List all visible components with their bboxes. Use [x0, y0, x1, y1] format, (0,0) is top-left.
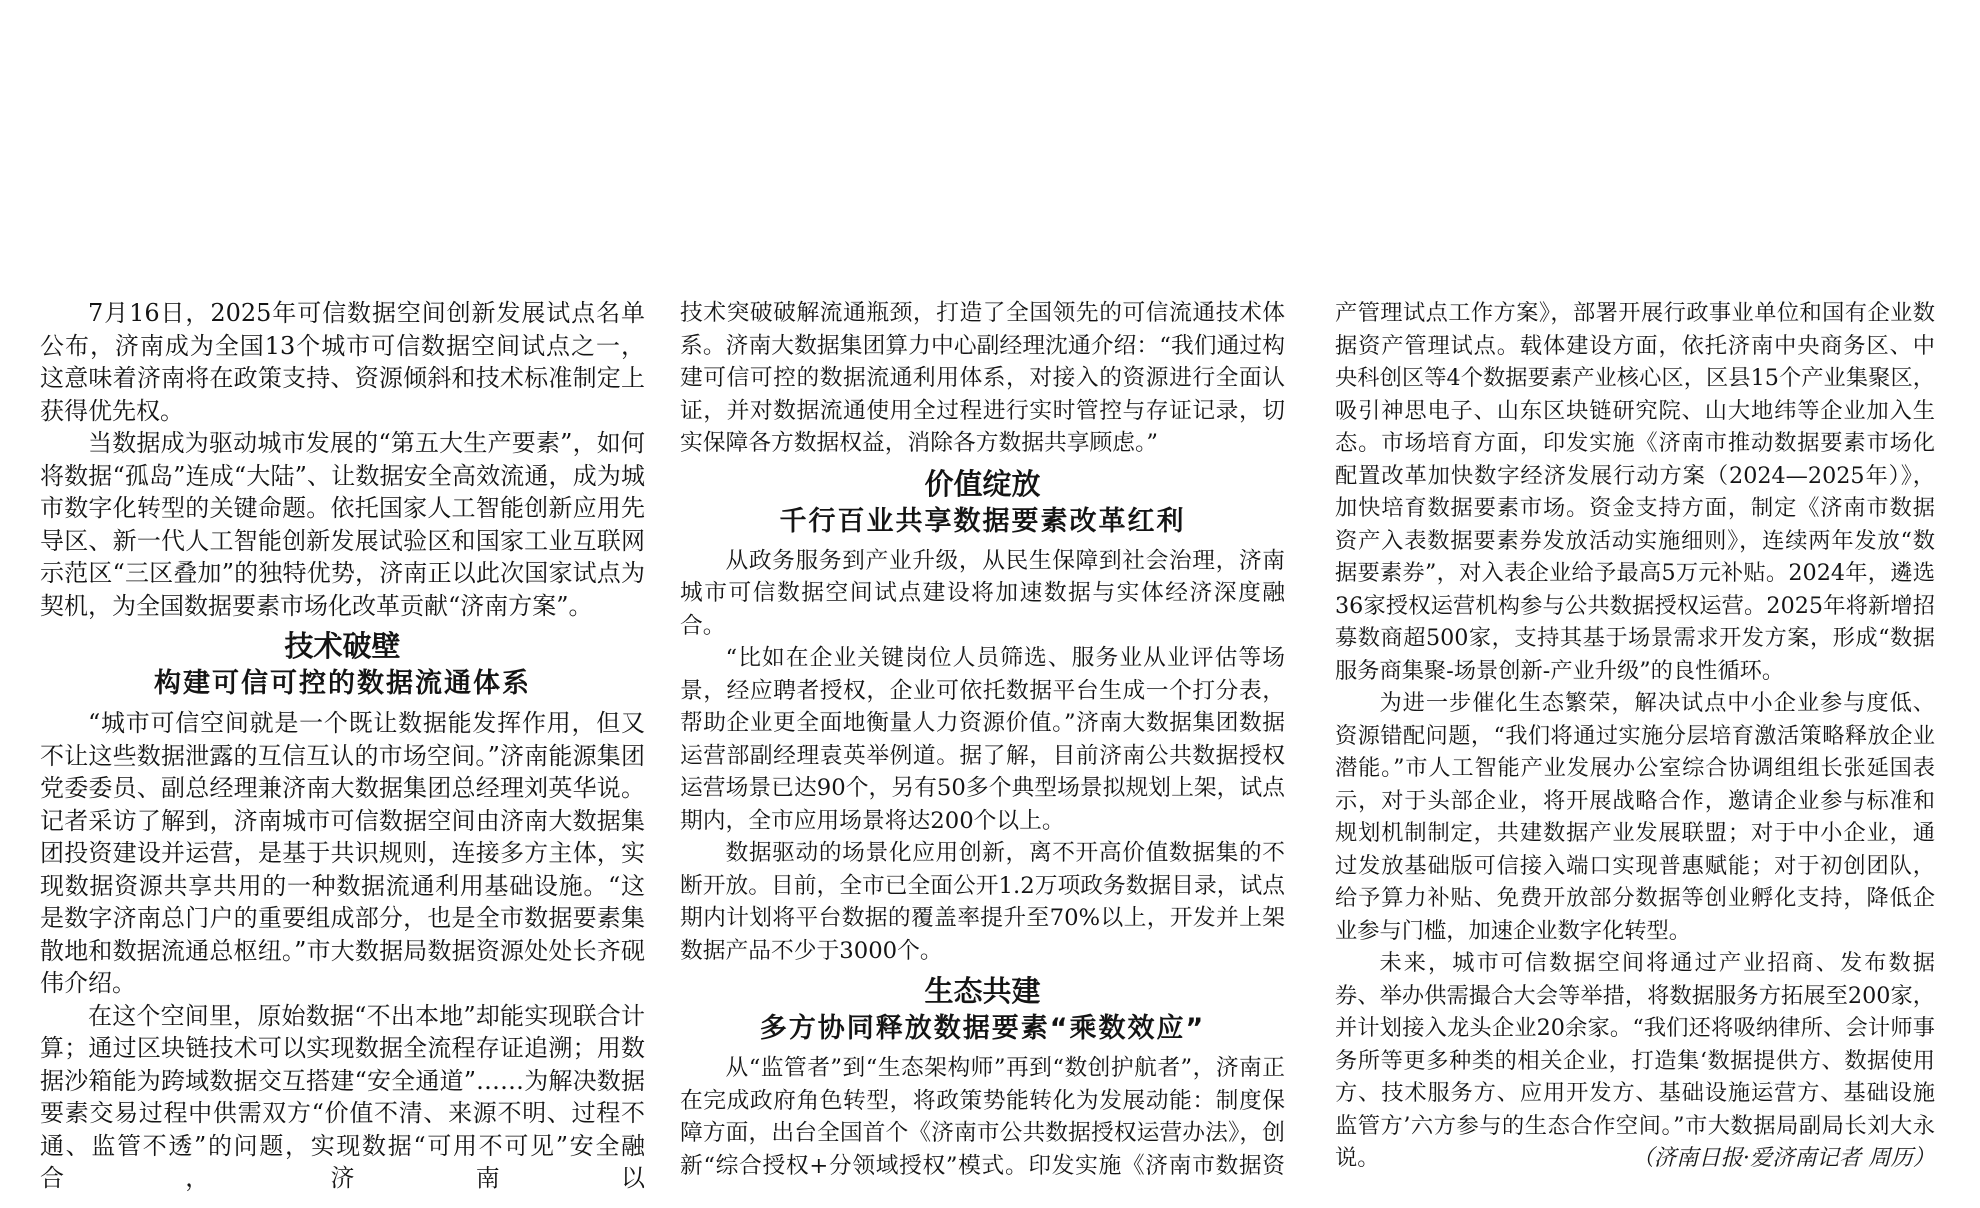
article-paragraph — [1335, 947, 1935, 1175]
article-column-1 — [40, 297, 645, 1199]
article-paragraph: 为进一步催化生态繁荣，解决试点中小企业参与度低、资源错配问题，“我们将通过实施分层培育激活策略释放企业潜能。”市人工智能产业发展办公室综合协调组组长张延国表示，对于头部企业，将开展战略合作，邀请企业参与标准和规划机制制定，共建数据产业发展联盟；对于中小企业，通过发放基础版可信接入端口实现普惠赋能；对于初创团队，给予算力补贴、免费开放部分数据等创业孵化支持，降低企业参与门槛，加速企业数字化转型。 — [1335, 690, 1935, 944]
article-paragraph: 从“监管者”到“生态架构师”再到“数创护航者”，济南正在完成政府角色转型，将政策势能转化为发展动能：制度保障方面，出台全国首个《济南市公共数据授权运营办法》，创新“综合授权+分领域授权”模式。印发实施《济南市数据资 — [680, 1055, 1285, 1179]
article-paragraph: 从政务服务到产业升级，从民生保障到社会治理，济南城市可信数据空间试点建设将加速数据与实体经济深度融合。 — [680, 547, 1285, 639]
article-paragraph: 当数据成为驱动城市发展的“第五大生产要素”，如何将数据“孤岛”连成“大陆”、让数据安全高效流通，成为城市数字化转型的关键命题。依托国家人工智能创新应用先导区、新一代人工智能创新发展试验区和国家工业互联网示范区“三区叠加”的独特优势，济南正以此次国家试点为契机，为全国数据要素市场化改革贡献“济南方案”。 — [40, 429, 645, 620]
article-paragraph: 7月16日，2025年可信数据空间创新发展试点名单公布，济南成为全国13个城市可信数据空间试点之一，这意味着济南将在政策支持、资源倾斜和技术标准制定上获得优先权。 — [40, 299, 645, 425]
section-heading: 生态共建 — [924, 974, 1041, 1008]
article-paragraph: 数据驱动的场景化应用创新，离不开高价值数据集的不断开放。目前，全市已全面公开1.2万项政务数据目录，试点期内计划将平台数据的覆盖率提升至70%以上，开发并上架数据产品不少于3000个。 — [680, 840, 1285, 964]
article-column-2 — [680, 297, 1285, 1199]
reporter-byline: （济南日报·爱济南记者 周历） — [1631, 1145, 1935, 1171]
kicker-headline — [0, 30, 1980, 114]
article-paragraph: 在这个空间里，原始数据“不出本地”却能实现联合计算；通过区块链技术可以实现数据全流程存证追溯；用数据沙箱能为跨域数据交互搭建“安全通道”……为解决数据要素交易过程中供需双方“价值不清、来源不明、过程不通、监管不透”的问题，实现数据“可用不可见”安全融合，济南以 — [40, 1001, 645, 1192]
article-paragraph: 技术突破破解流通瓶颈，打造了全国领先的可信流通技术体系。济南大数据集团算力中心副经理沈通介绍：“我们通过构建可信可控的数据流通利用体系，对接入的资源进行全面认证，并对数据流通使用全过程进行实时管控与存证记录，切实保障各方数据权益，消除各方数据共享顾虑。” — [680, 300, 1285, 456]
article-paragraph: “城市可信空间就是一个既让数据能发挥作用，但又不让这些数据泄露的互信互认的市场空间。”济南能源集团党委委员、副总经理兼济南大数据集团总经理刘英华说。记者采访了解到，济南城市可信数据空间由济南大数据集团投资建设并运营，是基于共识规则，连接多方主体，实现数据资源共享共用的一种数据流通利用基础设施。“这是数字济南总门户的重要组成部分，也是全市数据要素集散地和数据流通总枢纽。”市大数据局数据资源处处长齐砚伟介绍。 — [40, 709, 645, 997]
section-heading: 技术破壁 — [284, 629, 401, 663]
paragraph-text: 未来，城市可信数据空间将通过产业招商、发布数据券、举办供需撮合大会等举措，将数据服务方拓展至200家，并计划接入龙头企业20余家。“我们还将吸纳律所、会计师事务所等更多种类的相关企业，打造集‘数据提供方、数据使用方、技术服务方、应用开发方、基础设施运营方、基础设施监管方’六方参与的生态合作空间。”市大数据局副局长刘大永说。 — [1335, 950, 1935, 1171]
article-paragraph: “比如在企业关键岗位人员筛选、服务业从业评估等场景，经应聘者授权，企业可依托数据平台生成一个打分表，帮助企业更全面地衡量人力资源价值。”济南大数据集团数据运营部副经理袁英举例道。据了解，目前济南公共数据授权运营场景已达90个，另有50多个典型场景拟规划上架，试点期内，全市应用场景将达200个以上。 — [680, 645, 1285, 834]
section-heading: 价值绽放 — [924, 466, 1041, 501]
main-headline — [0, 122, 1980, 282]
section-subheading: 构建可信可控的数据流通体系 — [154, 668, 531, 699]
section-subheading: 千行百业共享数据要素改革红利 — [779, 505, 1186, 537]
article-paragraph: 产管理试点工作方案》，部署开展行政事业单位和国有企业数据资产管理试点。载体建设方面，依托济南中央商务区、中央科创区等4个数据要素产业核心区，区县15个产业集聚区，吸引神思电子、山东区块链研究院、山大地纬等企业加入生态。市场培育方面，印发实施《济南市推动数据要素市场化配置改革加快数字经济发展行动方案（2024—2025年）》，加快培育数据要素市场。资金支持方面，制定《济南市数据资产入表数据要素券发放活动实施细则》，连续两年发放“数据要素券”，对入表企业给予最高5万元补贴。2024年，遴选36家授权运营机构参与公共数据授权运营。2025年将新增招募数商超500家，支持其基于场景需求开发方案，形成“数据服务商集聚-场景创新-产业升级”的良性循环。 — [1335, 300, 1935, 684]
section-subheading: 多方协同释放数据要素“乘数效应” — [759, 1013, 1206, 1044]
article-column-3 — [1335, 297, 1935, 1199]
